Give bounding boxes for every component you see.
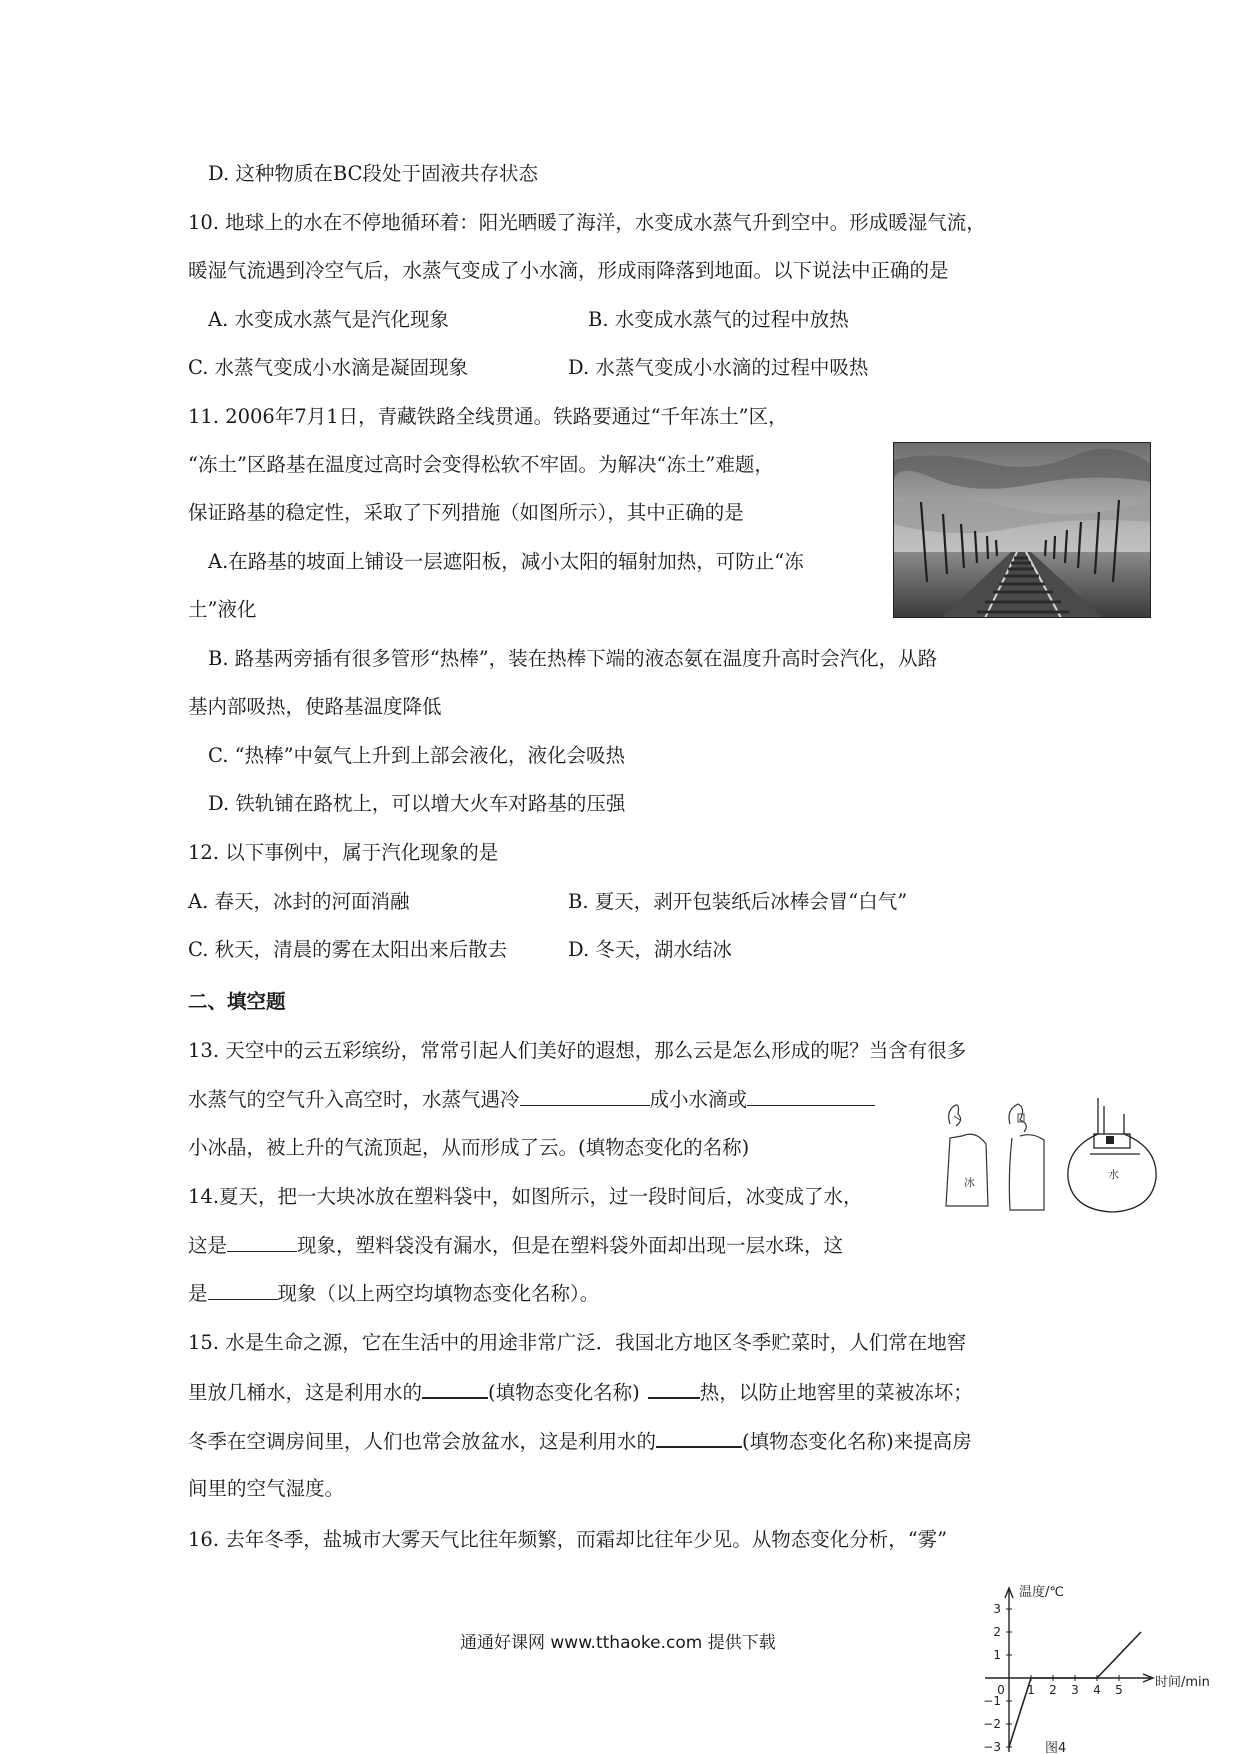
q11-option-d: D. 铁轨铺在路枕上，可以增大火车对路基的压强 — [208, 792, 626, 815]
graph-y-tick-label: −1 — [983, 1694, 1001, 1708]
q10-option-a: A. 水变成水蒸气是汽化现象 — [208, 308, 449, 331]
q12-stem: 12. 以下事例中，属于汽化现象的是 — [188, 841, 499, 864]
graph-x-tick-label: 5 — [1115, 1683, 1123, 1697]
graph-x-label: 时间/min — [1155, 1675, 1210, 1690]
q13-stem-line1: 13. 天空中的云五彩缤纷，常常引起人们美好的遐想，那么云是怎么形成的呢？当含有很多 — [188, 1039, 967, 1062]
q15-text-part3: 热，以防止地窖里的菜被冻坏； — [699, 1381, 973, 1404]
q15-stem-line1: 15. 水是生命之源，它在生活中的用途非常广泛．我国北方地区冬季贮菜时，人们常在地窖 — [188, 1331, 967, 1354]
q11-stem-line3: 保证路基的稳定性，采取了下列措施（如图所示），其中正确的是 — [188, 501, 744, 524]
q11-option-a-line2: 土”液化 — [188, 598, 257, 621]
q15-text-part2: (填物态变化名称) — [488, 1381, 640, 1404]
q14-text-part4: 现象（以上两空均填物态变化名称）。 — [277, 1282, 600, 1305]
q10-option-d: D. 水蒸气变成小水滴的过程中吸热 — [568, 356, 869, 379]
q11-option-c: C. “热棒”中氨气上升到上部会液化，液化会吸热 — [208, 744, 626, 767]
q11-option-b-line2: 基内部吸热，使路基温度降低 — [188, 695, 442, 718]
q15-blank-2[interactable] — [648, 1379, 700, 1399]
q10-option-b: B. 水变成水蒸气的过程中放热 — [588, 308, 849, 331]
q15-stem-line2 — [188, 1379, 973, 1406]
q13-blank-2[interactable] — [747, 1087, 875, 1106]
section-heading-fill-blank: 二、填空题 — [188, 990, 286, 1013]
graph-caption: 图4 — [1045, 1741, 1067, 1754]
q15-blank-3[interactable] — [656, 1428, 742, 1448]
q10-stem-line2: 暖湿气流遇到冷空气后，水蒸气变成了小水滴，形成雨降落到地面。以下说法中正确的是 — [188, 259, 949, 282]
q15-text-part4: 冬季在空调房间里，人们也常会放盆水，这是利用水的 — [188, 1430, 657, 1453]
q11-stem-line1: 11. 2006年7月1日，青藏铁路全线贯通。铁路要通过“千年冻土”区， — [188, 405, 788, 428]
graph-y-label: 温度/℃ — [1019, 1585, 1064, 1600]
q13-stem-line3: 小冰晶，被上升的气流顶起，从而形成了云。(填物态变化的名称) — [188, 1136, 750, 1159]
q13-stem-line2 — [188, 1087, 875, 1113]
q10-option-c: C. 水蒸气变成小水滴是凝固现象 — [188, 356, 469, 379]
q15-stem-line3 — [188, 1428, 972, 1455]
graph-y-tick-label: 1 — [993, 1648, 1001, 1662]
q13-text-part2: 成小水滴或 — [649, 1088, 748, 1111]
q14-stem-line1: 14.夏天，把一大块冰放在塑料袋中，如图所示，过一段时间后，冰变成了水， — [188, 1185, 863, 1208]
graph-y-tick-label: 2 — [993, 1625, 1001, 1639]
q9-option-d: D. 这种物质在BC段处于固液共存状态 — [208, 162, 538, 185]
q15-text-part5: (填物态变化名称)来提高房 — [742, 1430, 972, 1453]
water-label: 水 — [1108, 1168, 1119, 1181]
q14-blank-1[interactable] — [227, 1233, 297, 1252]
graph-x-tick-label: 0 — [997, 1683, 1005, 1697]
q14-blank-2[interactable] — [208, 1281, 278, 1300]
ice-label: 冰 — [964, 1176, 975, 1189]
graph-y-tick-label: −2 — [983, 1717, 1001, 1731]
q11-option-a-line1: A.在路基的坡面上铺设一层遮阳板，减小太阳的辐射加热，可防止“冻 — [208, 550, 804, 573]
q11-option-b-line1: B. 路基两旁插有很多管形“热棒”，装在热棒下端的液态氨在温度升高时会汽化，从路 — [208, 647, 938, 670]
ice-bag-figure — [940, 1094, 1050, 1214]
q13-text-part1: 水蒸气的空气升入高空时，水蒸气遇冷 — [188, 1088, 520, 1111]
railway-photo — [893, 442, 1151, 618]
q14-text-part3: 是 — [188, 1282, 208, 1305]
graph-y-tick-label: 3 — [993, 1602, 1001, 1616]
temperature-time-graph — [975, 1580, 1240, 1754]
graph-x-tick-label: 2 — [1049, 1683, 1057, 1697]
q12-option-a: A. 春天，冰封的河面消融 — [188, 890, 410, 913]
q12-option-c: C. 秋天，清晨的雾在太阳出来后散去 — [188, 938, 508, 961]
q13-blank-1[interactable] — [520, 1087, 650, 1106]
footer-source: 通通好课网 www.tthaoke.com 提供下载 — [460, 1633, 776, 1653]
graph-x-tick-label: 1 — [1027, 1683, 1035, 1697]
q12-option-d: D. 冬天，湖水结冰 — [568, 938, 732, 961]
graph-y-tick-label: −3 — [983, 1740, 1001, 1754]
q14-text-part2: 现象，塑料袋没有漏水，但是在塑料袋外面却出现一层水珠，这 — [297, 1234, 844, 1257]
graph-x-tick-label: 4 — [1093, 1683, 1101, 1697]
q10-stem-line1: 10. 地球上的水在不停地循环着：阳光晒暖了海洋，水变成水蒸气升到空中。形成暖湿气流， — [188, 211, 986, 234]
q14-stem-line2 — [188, 1233, 843, 1259]
q15-stem-line4: 间里的空气湿度。 — [188, 1477, 345, 1500]
flask-figure — [1060, 1096, 1180, 1214]
q11-stem-line2: “冻土”区路基在温度过高时会变得松软不牢固。为解决“冻土”难题， — [188, 453, 774, 476]
q14-text-part1: 这是 — [188, 1234, 228, 1257]
q16-stem-line1: 16. 去年冬季，盐城市大雾天气比往年频繁，而霜却比往年少见。从物态变化分析，“雾” — [188, 1528, 948, 1551]
q15-text-part1: 里放几桶水，这是利用水的 — [188, 1381, 423, 1404]
q12-option-b: B. 夏天，剥开包装纸后冰棒会冒“白气” — [568, 890, 908, 913]
q15-blank-1[interactable] — [422, 1379, 488, 1399]
q14-stem-line3 — [188, 1281, 599, 1307]
graph-x-tick-label: 3 — [1071, 1683, 1079, 1697]
